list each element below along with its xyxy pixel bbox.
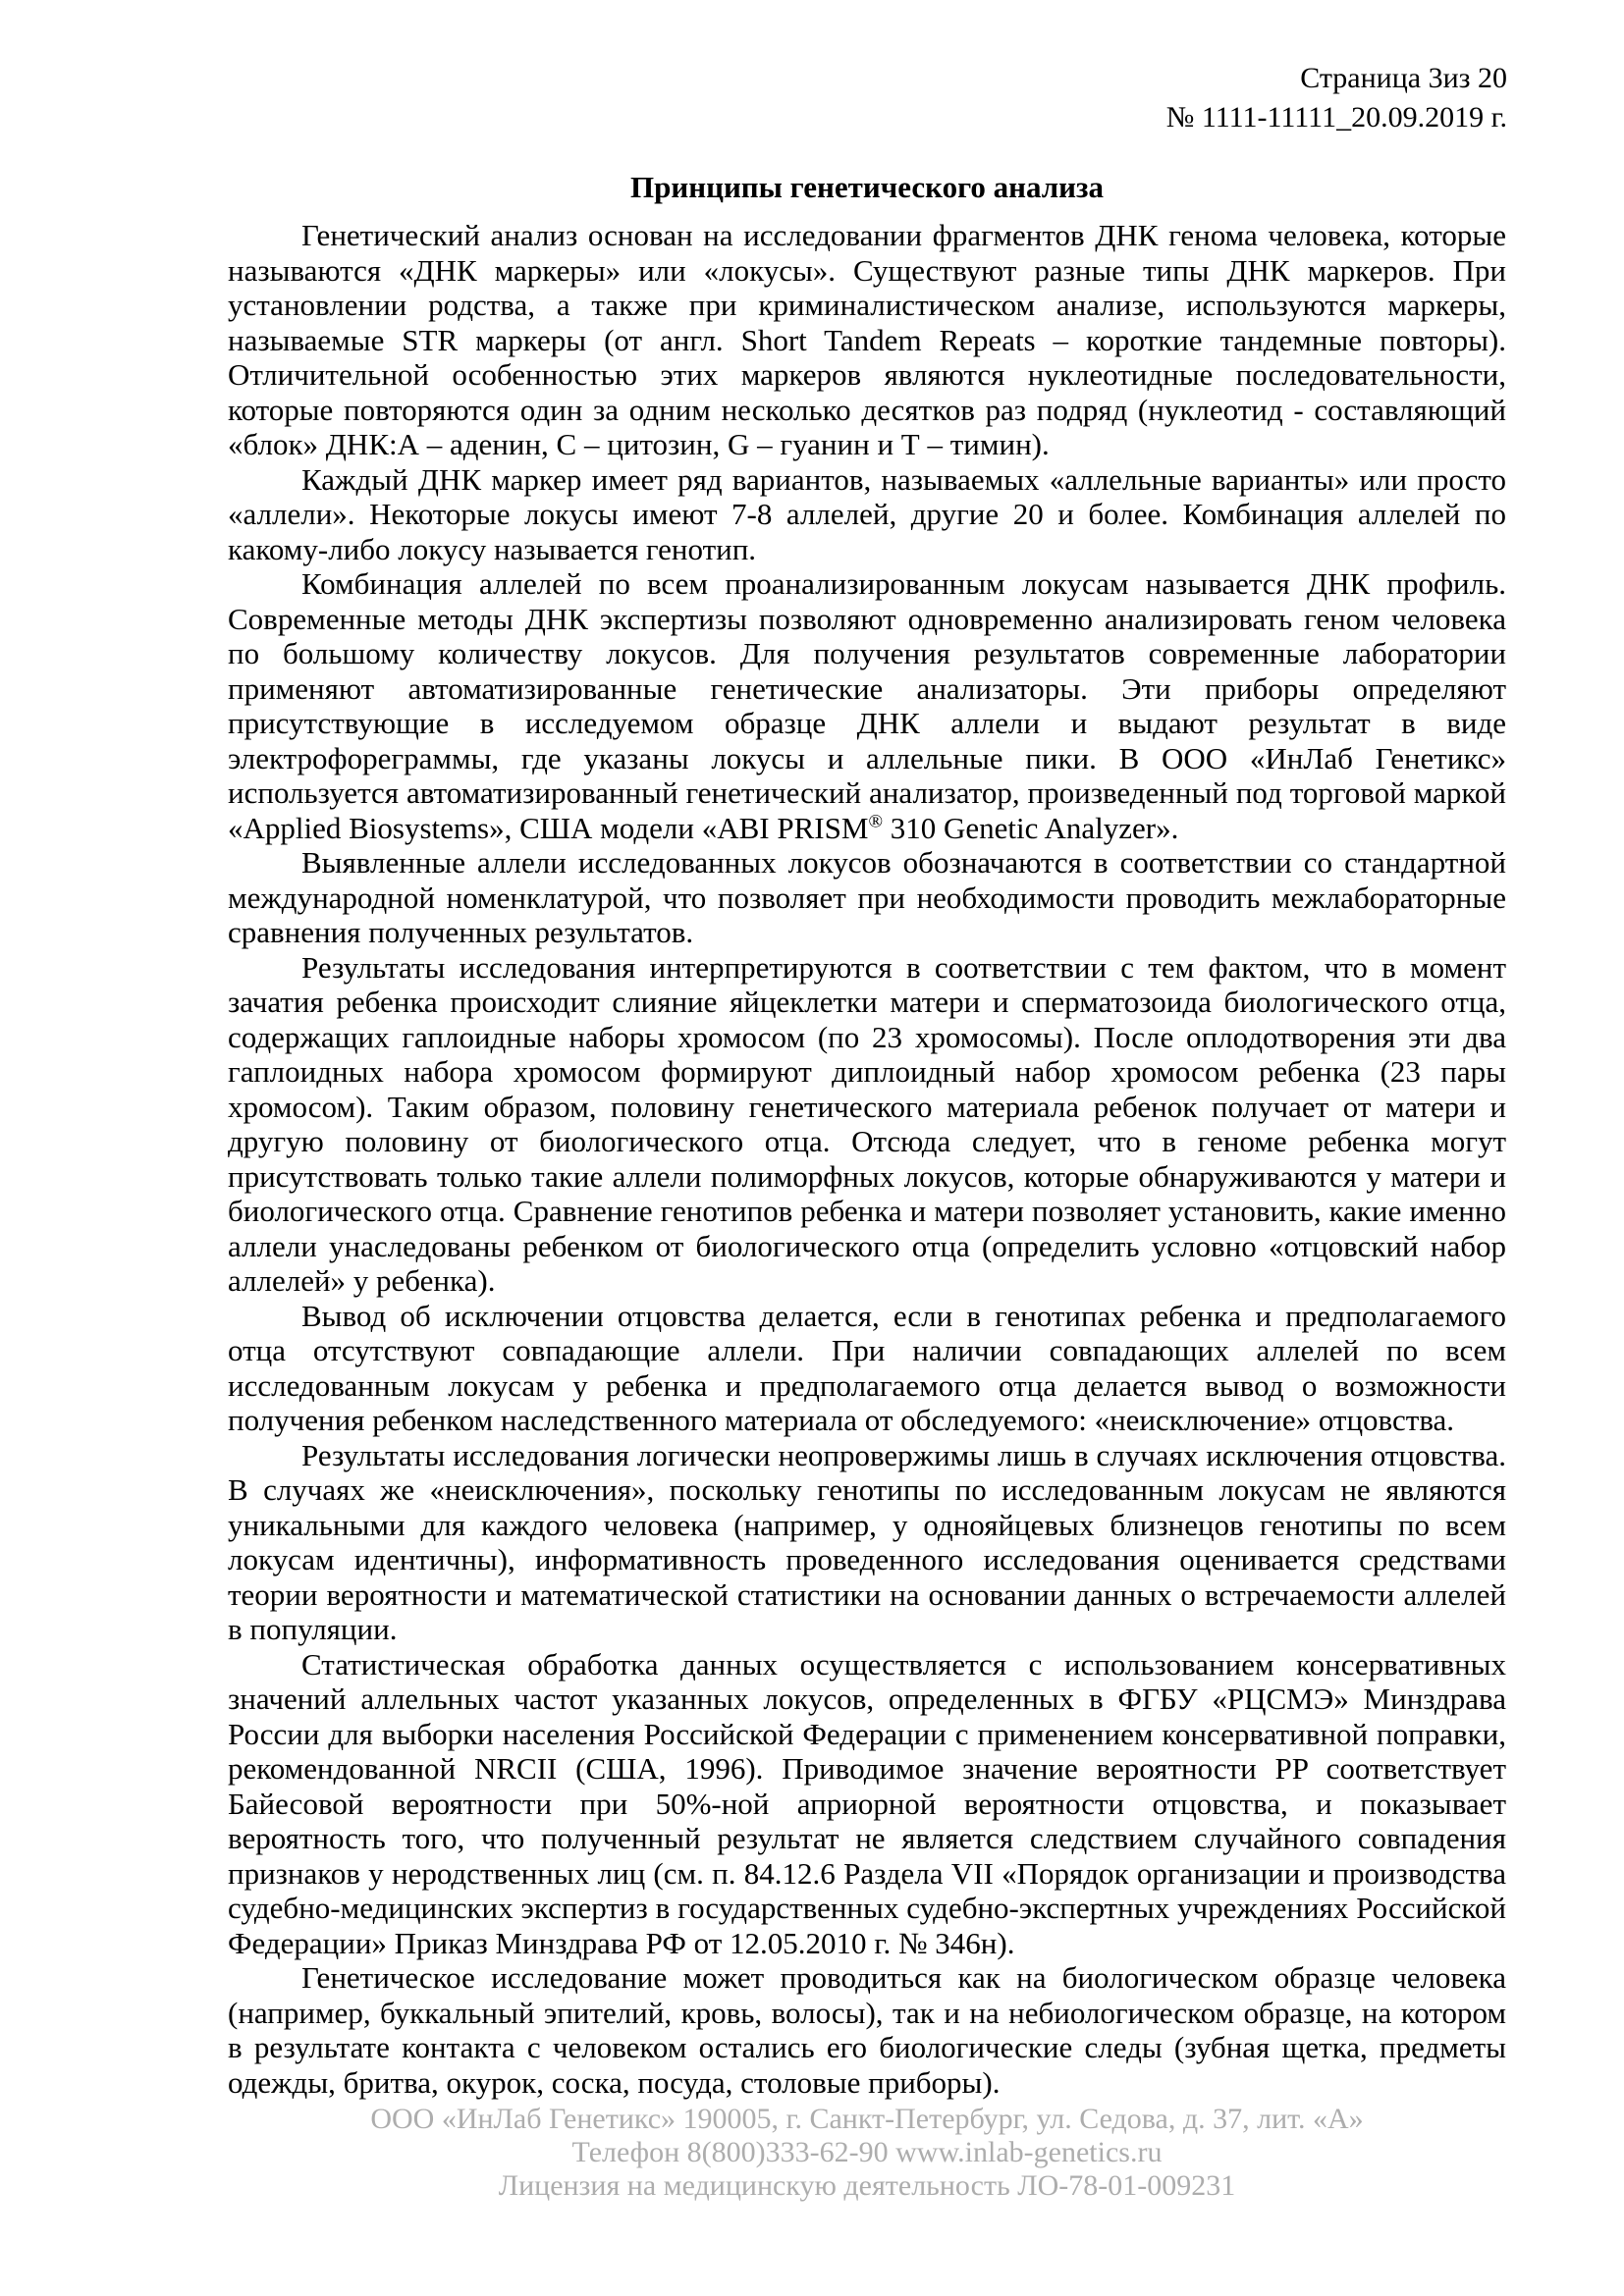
paragraph-dna-marker-variants: Каждый ДНК маркер имеет ряд вариантов, называемых «аллельные варианты» или просто «аллели». Некоторые локусы имеют 7-8 аллелей, другие 20 и более. Комбинация аллелей по какому-либо локусу называется генотип. <box>228 461 1506 566</box>
paragraph-logical-certainty: Результаты исследования логически неопровержимы лишь в случаях исключения отцовства. В случаях же «неисключения», поскольку генотипы по исследованным локусам не являются уникальными для каждого человека (например, у однояйцевых близнецов генотипы по всем локусам идентичны), информативность проведенного исследования оценивается средствами теории вероятности и математической статистики на основании данных о встречаемости аллелей в популяции. <box>228 1437 1506 1646</box>
page-footer <box>228 2103 1506 2203</box>
page-header <box>1166 59 1507 137</box>
paragraph-dna-profile-analyzer-text-after: 310 Genetic Analyzer». <box>883 810 1179 845</box>
paragraph-sample-types: Генетическое исследование может проводиться как на биологическом образце человека (например, буккальный эпителий, кровь, волосы), так и на небиологическом образце, на котором в результате контакта с человеком остались его биологические следы (зубная щетка, предметы одежды, бритва, окурок, соска, посуда, столовые приборы). <box>228 1960 1506 2100</box>
paragraph-paternity-exclusion: Вывод об исключении отцовства делается, если в генотипах ребенка и предполагаемого отца отсутствуют совпадающие аллели. При наличии совпадающих аллелей по всем исследованным локусам у ребенка и предполагаемого отца делается вывод о возможности получения ребенком наследственного материала от обследуемого: «неисключение» отцовства. <box>228 1298 1506 1437</box>
document-number: № 1111-11111_20.09.2019 г. <box>1165 101 1507 133</box>
document-body <box>228 169 1506 2100</box>
footer-company-address: ООО «ИнЛаб Генетикс» 190005, г. Санкт-Петербург, ул. Седова, д. 37, лит. «А» <box>370 2103 1364 2135</box>
paragraph-dna-profile-analyzer <box>228 566 1506 845</box>
document-title: Принципы генетического анализа <box>630 170 1104 204</box>
paragraph-nomenclature: Выявленные аллели исследованных локусов обозначаются в соответствии со стандартной международной номенклатурой, что позволяет при необходимости проводить межлабораторные сравнения полученных результатов. <box>228 845 1506 949</box>
registered-trademark-symbol: ® <box>868 811 884 832</box>
paragraph-genetic-analysis-intro: Генетический анализ основан на исследовании фрагментов ДНК генома человека, которые называются «ДНК маркеры» или «локусы». Существуют разные типы ДНК маркеров. При установлении родства, а также при криминалистическом анализе, используются маркеры, называемые STR маркеры (от англ. Short Tandem Repeats – короткие тандемные повторы). Отличительной особенностью этих маркеров являются нуклеотидные последовательности, которые повторяются один за одним несколько десятков раз подряд (нуклеотид - составляющий «блок» ДНК:А – аденин, С – цитозин, G – гуанин и Т – тимин). <box>228 218 1506 461</box>
paragraph-statistical-processing: Статистическая обработка данных осуществляется с использованием консервативных значений аллельных частот указанных локусов, определенных в ФГБУ «РЦСМЭ» Минздрава России для выборки населения Российской Федерации с применением консервативной поправки, рекомендованной NRCII (США, 1996). Приводимое значение вероятности PP соответствует Байесовой вероятности при 50%-ной априорной вероятности отцовства, и показывает вероятность того, что полученный результат не является следствием случайного совпадения признаков у неродственных лиц (см. п. 84.12.6 Раздела VII «Порядок организации и производства судебно-медицинских экспертиз в государственных судебно-экспертных учреждениях Российской Федерации» Приказ Минздрава РФ от 12.05.2010 г. № 346н). <box>228 1646 1506 1960</box>
paragraph-dna-profile-analyzer-text: Комбинация аллелей по всем проанализированным локусам называется ДНК профиль. Современные методы ДНК экспертизы позволяют одновременно анализировать геном человека по большому количеству локусов. Для получения результатов современные лаборатории применяют автоматизированные генетические анализаторы. Эти приборы определяют присутствующие в исследуемом образце ДНК аллели и выдают результат в виде электрофореграммы, где указаны локусы и аллельные пики. В ООО «ИнЛаб Генетикс» используется автоматизированный генетический анализатор, произведенный под торговой маркой «Applied Biosystems», США модели «ABI PRISM <box>228 566 1506 845</box>
paragraph-interpretation: Результаты исследования интерпретируются в соответствии с тем фактом, что в момент зачатия ребенка происходит слияние яйцеклетки матери и сперматозоида биологического отца, содержащих гаплоидные наборы хромосом (по 23 хромосомы). После оплодотворения эти два гаплоидных набора хромосом формируют диплоидный набор хромосом ребенка (23 пары хромосом). Таким образом, половину генетического материала ребенок получает от матери и другую половину от биологического отца. Отсюда следует, что в геноме ребенка могут присутствовать только такие аллели полиморфных локусов, которые обнаруживаются у матери и биологического отца. Сравнение генотипов ребенка и матери позволяет установить, какие именно аллели унаследованы ребенком от биологического отца (определить условно «отцовский набор аллелей» у ребенка). <box>228 949 1506 1298</box>
page-number: Страница 3из 20 <box>1300 62 1507 94</box>
footer-license: Лицензия на медицинскую деятельность ЛО-78-01-009231 <box>498 2169 1236 2202</box>
footer-phone-website: Телефон 8(800)333-62-90 www.inlab-genetics.ru <box>571 2136 1163 2168</box>
